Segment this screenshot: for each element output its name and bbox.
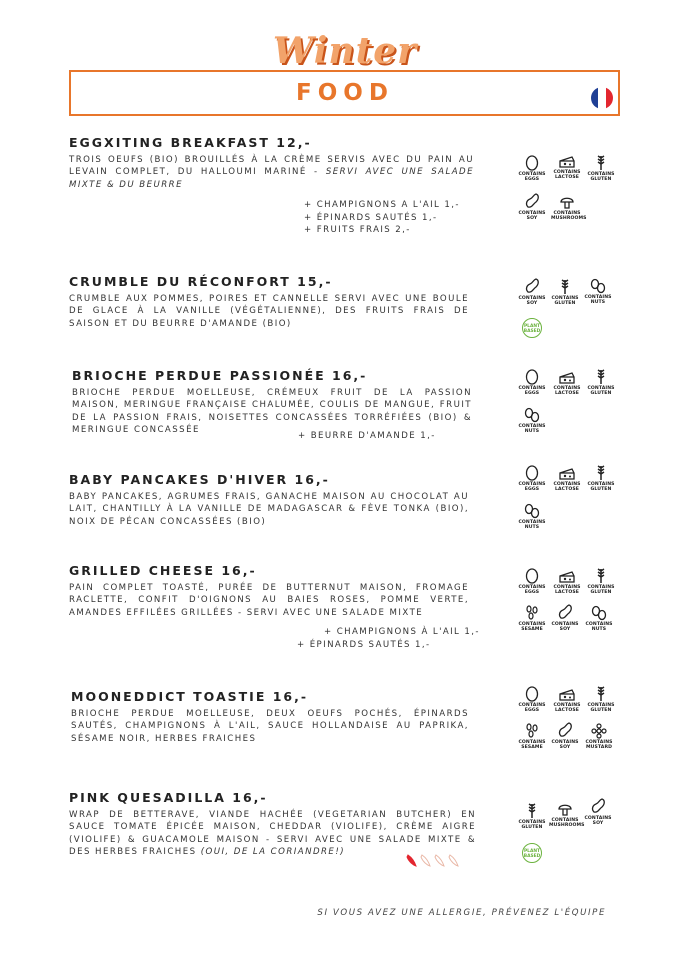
allergen-sesame: CONTAINS SESAME	[516, 723, 548, 750]
allergen-nuts: CONTAINS NUTS	[516, 503, 548, 530]
soy-icon	[557, 721, 573, 739]
wheat-icon	[595, 367, 607, 385]
extra-option: + CHAMPIGNONS À L'AIL 1,-	[324, 627, 480, 637]
allergen-mushrooms: CONTAINS MUSHROOMS	[549, 801, 581, 828]
allergen-mushrooms: CONTAINS MUSHROOMS	[551, 194, 583, 221]
egg-icon	[525, 367, 539, 385]
french-flag-icon[interactable]	[591, 87, 613, 109]
item-extras	[298, 430, 436, 443]
menu-item	[69, 472, 469, 528]
nuts-icon	[524, 407, 540, 423]
mushroom-icon	[557, 801, 573, 817]
item-description: CRUMBLE AUX POMMES, POIRES ET CANNELLE SERVI AVEC UNE BOULE DE GLACE À LA VANILLE (VÉGÉTALIENNE), DES FRUITS FRAIS DE SAISON ET DU BEURRE D'AMANDE (BIO)	[69, 294, 469, 329]
chili-icon	[447, 853, 461, 869]
spice-level	[405, 853, 461, 873]
allergen-lactose: CONTAINS LACTOSE	[551, 467, 583, 492]
allergen-gluten: CONTAINS GLUTEN	[585, 566, 617, 595]
item-description: PAIN COMPLET TOASTÉ, PURÉE DE BUTTERNUT MAISON, FROMAGE RACLETTE, CONFIT D'OIGNONS AU BAIES ROSES, POMME VERTE, AMANDES EFFILÉES GRILLÉES - SERVI AVEC UNE SALADE MIXTE	[69, 583, 469, 618]
allergen-lactose: CONTAINS LACTOSE	[551, 688, 583, 713]
allergen-soy: CONTAINS SOY	[516, 192, 548, 221]
allergen-gluten: CONTAINS GLUTEN	[585, 463, 617, 492]
extra-option: + ÉPINARDS SAUTÉS 1,-	[297, 639, 431, 650]
mustard-icon	[591, 723, 607, 739]
allergen-lactose: CONTAINS LACTOSE	[551, 155, 583, 180]
allergen-soy: CONTAINS SOY	[582, 797, 614, 826]
item-description: TROIS OEUFS (BIO) BROUILLÉS À LA CRÈME SERVIS AVEC DU PAIN AU LEVAIN COMPLET, DU HALLOUMI MARINÉ - SERVI AVEC UNE SALADE MIXTE & DU BEURRE	[69, 155, 474, 190]
allergen-eggs: CONTAINS EGGS	[516, 566, 548, 595]
allergen-lactose: CONTAINS LACTOSE	[551, 371, 583, 396]
flag-stripe-white	[598, 87, 605, 109]
item-title: PINK QUESADILLA 16,-	[69, 790, 268, 805]
chili-icon	[419, 853, 433, 869]
allergen-nuts: CONTAINS NUTS	[582, 278, 614, 305]
menu-item	[72, 368, 472, 437]
allergen-nuts: CONTAINS NUTS	[516, 407, 548, 434]
wheat-icon	[559, 277, 571, 295]
menu-item	[69, 790, 476, 859]
item-description: BABY PANCAKES, AGRUMES FRAIS, GANACHE MAISON AU CHOCOLAT AU LAIT, CHANTILLY À LA VANILLE DE MADAGASCAR & FÈVE TONKA (BIO), NOIX DE PÉCAN CONCASSÉES (BIO)	[69, 492, 469, 527]
item-description: WRAP DE BETTERAVE, VIANDE HACHÉE (VEGETARIAN BUTCHER) EN SAUCE TOMATE ÉPICÉE MAISON, CHEDDAR (VIOLIFE), CRÈME AIGRE (VIOLIFE) & GUACAMOLE MAISON - SERVI AVEC UNE SALADE MIXTE & DES HERBES FRAICHES (OUI, DE LA CORIANDRE!)	[69, 810, 476, 858]
egg-icon	[525, 153, 539, 171]
wheat-icon	[595, 463, 607, 481]
nuts-icon	[590, 278, 606, 294]
cheese-icon	[558, 155, 576, 169]
item-title: MOONEDDICT TOASTIE 16,-	[71, 689, 309, 704]
egg-icon	[525, 463, 539, 481]
allergen-gluten: CONTAINS GLUTEN	[585, 367, 617, 396]
allergen-gluten: CONTAINS GLUTEN	[585, 153, 617, 182]
soy-icon	[524, 277, 540, 295]
extra-option: + BEURRE D'AMANDE 1,-	[298, 431, 436, 441]
allergen-mustard: CONTAINS MUSTARD	[583, 723, 615, 750]
soy-icon	[590, 797, 606, 815]
item-extras	[304, 199, 460, 237]
chili-icon	[433, 853, 447, 869]
sesame-icon	[525, 723, 539, 739]
allergen-eggs: CONTAINS EGGS	[516, 153, 548, 182]
wheat-icon	[595, 566, 607, 584]
cheese-icon	[558, 688, 576, 702]
allergen-gluten: CONTAINS GLUTEN	[549, 277, 581, 306]
item-title: BABY PANCAKES D'HIVER 16,-	[69, 472, 330, 487]
item-title: CRUMBLE DU RÉCONFORT 15,-	[69, 274, 333, 289]
allergen-lactose: CONTAINS LACTOSE	[551, 570, 583, 595]
cheese-icon	[558, 371, 576, 385]
allergen-gluten: CONTAINS GLUTEN	[585, 684, 617, 713]
extra-option: + CHAMPIGNONS A L'AIL 1,-	[304, 200, 460, 210]
allergen-soy: CONTAINS SOY	[549, 721, 581, 750]
allergen-soy: CONTAINS SOY	[549, 603, 581, 632]
allergen-nuts: CONTAINS NUTS	[583, 605, 615, 632]
item-title: EGGXITING BREAKFAST 12,-	[69, 135, 312, 150]
logo-winter: Winter	[272, 30, 418, 72]
cheese-icon	[558, 467, 576, 481]
wheat-icon	[595, 684, 607, 702]
chili-icon	[405, 853, 419, 869]
mushroom-icon	[559, 194, 575, 210]
item-extras	[297, 626, 480, 651]
soy-icon	[557, 603, 573, 621]
egg-icon	[525, 566, 539, 584]
wheat-icon	[526, 801, 538, 819]
item-description: BRIOCHE PERDUE MOELLEUSE, CRÉMEUX FRUIT DE LA PASSION MAISON, MERINGUE FRANÇAISE CHALUMÉE, COULIS DE MANGUE, FRUIT DE LA PASSION FRAIS, NOISETTES CONCASSÉES TORRÉFIÉES (BIO) & MERINGUE CONCASSÉE	[72, 388, 472, 436]
nuts-icon	[591, 605, 607, 621]
egg-icon	[525, 684, 539, 702]
allergen-gluten: CONTAINS GLUTEN	[516, 801, 548, 830]
extra-option: + FRUITS FRAIS 2,-	[304, 225, 411, 235]
menu-item	[69, 135, 474, 191]
nuts-icon	[524, 503, 540, 519]
sesame-icon	[525, 605, 539, 621]
menu-item	[71, 689, 469, 745]
plant-based-badge: PLANT BASED	[522, 843, 542, 863]
allergen-eggs: CONTAINS EGGS	[516, 463, 548, 492]
logo-food: FOOD	[296, 80, 394, 106]
allergen-sesame: CONTAINS SESAME	[516, 605, 548, 632]
item-description: BRIOCHE PERDUE MOELLEUSE, DEUX OEUFS POCHÉS, ÉPINARDS SAUTÉS, CHAMPIGNONS À L'AIL, SAUCE HOLLANDAISE AU PAPRIKA, SÉSAME NOIR, HERBES FRAICHES	[71, 709, 469, 744]
menu-item	[69, 563, 469, 619]
allergen-eggs: CONTAINS EGGS	[516, 684, 548, 713]
cheese-icon	[558, 570, 576, 584]
plant-based-badge: PLANT BASED	[522, 318, 542, 338]
extra-option: + ÉPINARDS SAUTÉS 1,-	[304, 212, 438, 223]
item-title: BRIOCHE PERDUE PASSIONÉE 16,-	[72, 368, 368, 383]
item-title: GRILLED CHEESE 16,-	[69, 563, 257, 578]
allergen-eggs: CONTAINS EGGS	[516, 367, 548, 396]
menu-item	[69, 274, 469, 330]
wheat-icon	[595, 153, 607, 171]
allergen-soy: CONTAINS SOY	[516, 277, 548, 306]
allergy-notice: SI VOUS AVEZ UNE ALLERGIE, PRÉVENEZ L'ÉQUIPE	[317, 908, 606, 918]
soy-icon	[524, 192, 540, 210]
